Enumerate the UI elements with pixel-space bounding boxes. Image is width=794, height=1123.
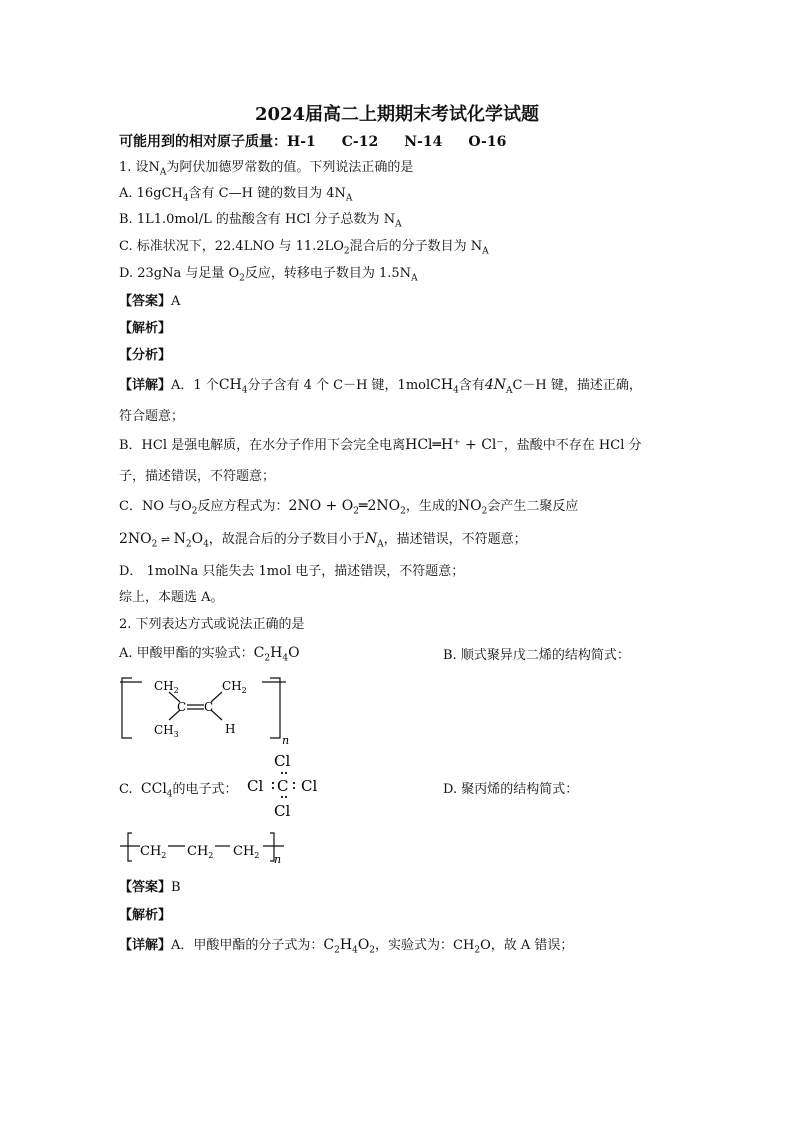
polypropylene-structure (118, 830, 288, 868)
q1-detail-b-cont: 子，描述错误，不符题意； (119, 469, 276, 484)
q1-option-b: B. 1L1.0mol/L 的盐酸含有 HCl 分子总数为 $N_A$ (119, 212, 402, 230)
q2-option-b: B. 顺式聚异戊二烯的结构简式： (443, 648, 630, 663)
ccl4-electron-structure (245, 752, 325, 822)
q1-detail-d: D． 1molNa 只能失去 1mol 电子，描述错误，不符题意； (119, 564, 465, 579)
struct-c-right: C (204, 700, 214, 714)
q2-option-d: D. 聚丙烯的结构简式： (443, 782, 579, 797)
q1-detail-c-cont: $2NO_2$ ⇌ $N_2O_4$，故混合后的分子数目小于$N_A$，描述错误，不符题意； (119, 531, 527, 550)
mass-h: H-1 (287, 134, 316, 150)
struct-n: n (282, 734, 290, 747)
pp-ch2-3: $CH_2$ (233, 844, 260, 860)
pp-n: n (274, 853, 282, 866)
q2-stem: 2. 下列表达方式或说法正确的是 (119, 617, 305, 632)
struct-ch2-right: $CH_2$ (222, 679, 247, 695)
page-title: 2024届高二上期期末考试化学试题 (254, 104, 540, 125)
q1-analysis-tag: 【解析】 (119, 321, 172, 336)
mass-n: N-14 (404, 134, 443, 150)
cl-right: Cl (301, 777, 318, 795)
c-center: C (277, 777, 289, 795)
cl-top: Cl (274, 752, 291, 770)
mass-c: C-12 (341, 134, 379, 150)
q1-detail-c: C．NO 与$O_2$反应方程式为：$2NO + O_2═2NO_2$，生成的$NO_2$会产生二聚反应 (119, 498, 579, 517)
cl-left: Cl (247, 777, 264, 795)
q2-option-a: A. 甲酸甲酯的实验式：$C_2H_4O$ (119, 645, 300, 664)
q1-option-a: A. 16gCH$_4$含有 C—H 键的数目为 $4N_A$ (119, 186, 353, 204)
q2-detail-a: 【详解】A．甲酸甲酯的分子式为：$C_2H_4O_2$，实验式为：$CH_2O$，故 A 错误； (119, 937, 574, 956)
atomic-mass-label: 可能用到的相对原子质量： (119, 134, 287, 150)
pp-ch2-2: $CH_2$ (187, 844, 214, 860)
q1-detail-b: B．HCl 是强电解质，在水分子作用下会完全电离HCl═H⁺ + Cl⁻，盐酸中不存在 HCl 分 (119, 437, 642, 453)
q1-answer: 【答案】A (119, 294, 181, 309)
atomic-mass-line (119, 131, 506, 151)
q2-option-c: C. CCl$_4$的电子式： (119, 781, 238, 800)
q1-detail-a-cont: 符合题意； (119, 409, 185, 424)
q1-stem: 1. 设$N_A$为阿伏加德罗常数的值。下列说法正确的是 (119, 160, 414, 178)
pp-ch2-1: $CH_2$ (140, 844, 167, 860)
cl-bottom: Cl (274, 802, 291, 820)
struct-h: H (225, 722, 236, 736)
q2-answer: 【答案】B (119, 880, 181, 895)
struct-ch3: $CH_3$ (154, 723, 179, 739)
q1-option-d: D. 23gNa 与足量 $O_2$反应，转移电子数目为 $1.5N_A$ (119, 266, 418, 284)
struct-ch2-left: $CH_2$ (154, 679, 179, 695)
q1-option-c: C. 标准状况下，22.4LNO 与 $11.2LO_2$混合后的分子数目为 $N_A$ (119, 239, 489, 257)
q1-summary: 综上，本题选 A。 (119, 590, 224, 605)
q1-fenxi-tag: 【分析】 (119, 348, 172, 363)
cis-polyisoprene-structure (118, 670, 293, 748)
mass-o: O-16 (468, 134, 507, 150)
struct-c-left: C (177, 700, 187, 714)
q1-detail-a: 【详解】A．1 个$CH_4$分子含有 4 个 C－H 键，1molCH$_4$含有$4N_AC-H$ 键，描述正确， (119, 377, 642, 396)
q2-analysis-tag: 【解析】 (119, 908, 172, 923)
